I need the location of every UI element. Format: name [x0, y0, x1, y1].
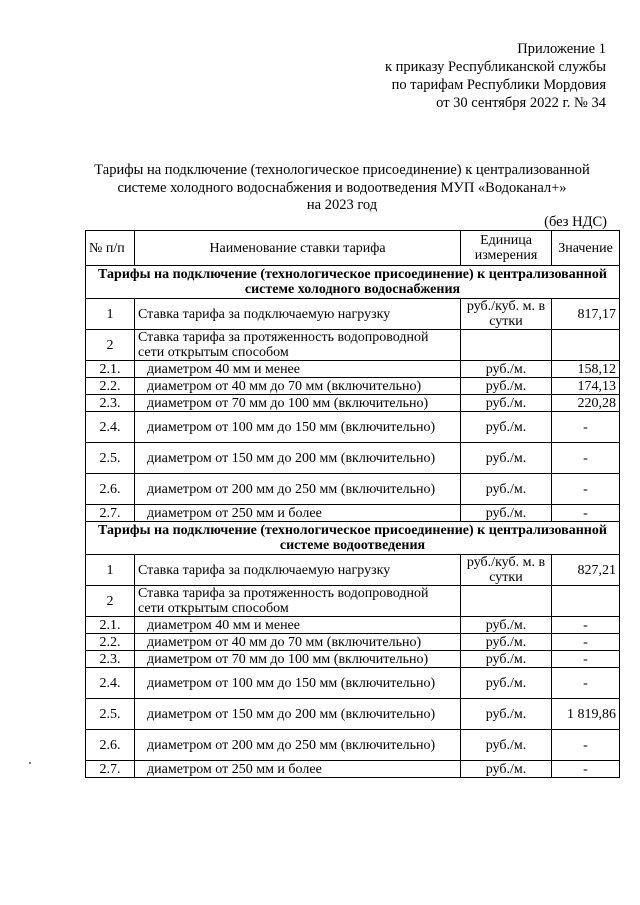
value-cell: -: [552, 617, 620, 634]
value-cell: 1 819,86: [552, 699, 620, 730]
unit-cell: [461, 330, 552, 361]
value-cell: 220,28: [552, 395, 620, 412]
value-cell: -: [552, 651, 620, 668]
unit-cell: руб./м.: [461, 730, 552, 761]
section-title: Тарифы на подключение (технологическое присоединение) к централизованной системе водоотведения: [86, 522, 620, 555]
unit-cell: руб./м.: [461, 651, 552, 668]
value-cell: -: [552, 443, 620, 474]
table-row: [86, 443, 620, 474]
row-number: 2.1.: [86, 361, 135, 378]
unit-cell: руб./м.: [461, 699, 552, 730]
row-number: 2.5.: [86, 699, 135, 730]
value-cell: [552, 586, 620, 617]
row-number: 2.2.: [86, 634, 135, 651]
row-number: 2: [86, 330, 135, 361]
value-cell: 827,21: [552, 555, 620, 586]
unit-cell: руб./м.: [461, 378, 552, 395]
title-line: системе холодного водоснабжения и водоотведения МУП «Водоканал+»: [117, 179, 567, 196]
unit-cell: руб./м.: [461, 668, 552, 699]
value-cell: 158,12: [552, 361, 620, 378]
value-cell: -: [552, 474, 620, 505]
rate-name: диаметром от 200 мм до 250 мм (включительно): [135, 730, 461, 761]
title-line: Тарифы на подключение (технологическое присоединение) к централизованной: [94, 162, 590, 178]
vat-note: (без НДС): [544, 214, 607, 230]
table-row: [86, 474, 620, 505]
row-number: 2: [86, 586, 135, 617]
table-header-row: [86, 231, 620, 266]
section-header-row: [86, 522, 620, 555]
row-number: 2.4.: [86, 412, 135, 443]
table-row: [86, 699, 620, 730]
table-row: [86, 730, 620, 761]
row-number: 2.7.: [86, 505, 135, 522]
scan-dot: [29, 762, 31, 764]
rate-name: диаметром от 100 мм до 150 мм (включительно): [135, 412, 461, 443]
rate-name: диаметром от 250 мм и более: [135, 505, 461, 522]
appendix-line: к приказу Республиканской службы: [384, 59, 606, 75]
unit-cell: руб./м.: [461, 505, 552, 522]
rate-name: диаметром от 40 мм до 70 мм (включительно): [135, 378, 461, 395]
table-row: [86, 299, 620, 330]
header-num: № п/п: [86, 231, 135, 266]
row-number: 2.3.: [86, 651, 135, 668]
table-row: [86, 330, 620, 361]
row-number: 2.2.: [86, 378, 135, 395]
unit-cell: руб./м.: [461, 395, 552, 412]
table-row: [86, 555, 620, 586]
unit-cell: руб./куб. м. в сутки: [461, 299, 552, 330]
header-name: Наименование ставки тарифа: [135, 231, 461, 266]
header-unit: Единица измерения: [461, 231, 552, 266]
rate-name: диаметром 40 мм и менее: [135, 617, 461, 634]
row-number: 2.6.: [86, 730, 135, 761]
value-cell: -: [552, 505, 620, 522]
unit-cell: руб./м.: [461, 361, 552, 378]
unit-cell: руб./м.: [461, 761, 552, 778]
appendix-line: от 30 сентября 2022 г. № 34: [436, 95, 606, 111]
appendix-line: Приложение 1: [517, 41, 606, 57]
unit-cell: руб./м.: [461, 412, 552, 443]
rate-name: Ставка тарифа за подключаемую нагрузку: [135, 299, 461, 330]
rate-name: диаметром от 70 мм до 100 мм (включительно): [135, 395, 461, 412]
row-number: 2.6.: [86, 474, 135, 505]
table-row: [86, 761, 620, 778]
value-cell: -: [552, 634, 620, 651]
table-row: [86, 412, 620, 443]
rate-name: диаметром от 40 мм до 70 мм (включительно): [135, 634, 461, 651]
row-number: 1: [86, 555, 135, 586]
unit-cell: руб./м.: [461, 443, 552, 474]
table-row: [86, 361, 620, 378]
section-title: Тарифы на подключение (технологическое присоединение) к централизованной системе холодного водоснабжения: [86, 266, 620, 299]
title-line: на 2023 год: [306, 197, 378, 213]
rate-name: диаметром от 200 мм до 250 мм (включительно): [135, 474, 461, 505]
unit-cell: руб./куб. м. в сутки: [461, 555, 552, 586]
table-row: [86, 668, 620, 699]
table-row: [86, 634, 620, 651]
appendix-line: по тарифам Республики Мордовия: [391, 77, 606, 93]
header-value: Значение: [552, 231, 620, 266]
unit-cell: руб./м.: [461, 634, 552, 651]
row-number: 1: [86, 299, 135, 330]
table-row: [86, 505, 620, 522]
row-number: 2.1.: [86, 617, 135, 634]
rate-name: диаметром от 150 мм до 200 мм (включительно): [135, 443, 461, 474]
unit-cell: [461, 586, 552, 617]
document-title: [62, 162, 622, 215]
table-row: [86, 586, 620, 617]
section-header-row: [86, 266, 620, 299]
rate-name: диаметром от 70 мм до 100 мм (включительно): [135, 651, 461, 668]
rate-name: диаметром от 250 мм и более: [135, 761, 461, 778]
row-number: 2.5.: [86, 443, 135, 474]
table-row: [86, 395, 620, 412]
rate-name: диаметром от 100 мм до 150 мм (включительно): [135, 668, 461, 699]
row-number: 2.7.: [86, 761, 135, 778]
value-cell: -: [552, 730, 620, 761]
value-cell: [552, 330, 620, 361]
table-row: [86, 617, 620, 634]
value-cell: -: [552, 412, 620, 443]
rate-name: Ставка тарифа за протяженность водопроводной сети открытым способом: [135, 586, 461, 617]
row-number: 2.3.: [86, 395, 135, 412]
rate-name: Ставка тарифа за протяженность водопроводной сети открытым способом: [135, 330, 461, 361]
value-cell: -: [552, 761, 620, 778]
tariff-table: [85, 230, 620, 778]
unit-cell: руб./м.: [461, 474, 552, 505]
table-row: [86, 378, 620, 395]
tariff-table-body: [86, 231, 620, 778]
rate-name: диаметром от 150 мм до 200 мм (включительно): [135, 699, 461, 730]
rate-name: Ставка тарифа за подключаемую нагрузку: [135, 555, 461, 586]
appendix-block: [385, 40, 606, 112]
value-cell: 817,17: [552, 299, 620, 330]
unit-cell: руб./м.: [461, 617, 552, 634]
rate-name: диаметром 40 мм и менее: [135, 361, 461, 378]
value-cell: -: [552, 668, 620, 699]
table-row: [86, 651, 620, 668]
row-number: 2.4.: [86, 668, 135, 699]
value-cell: 174,13: [552, 378, 620, 395]
